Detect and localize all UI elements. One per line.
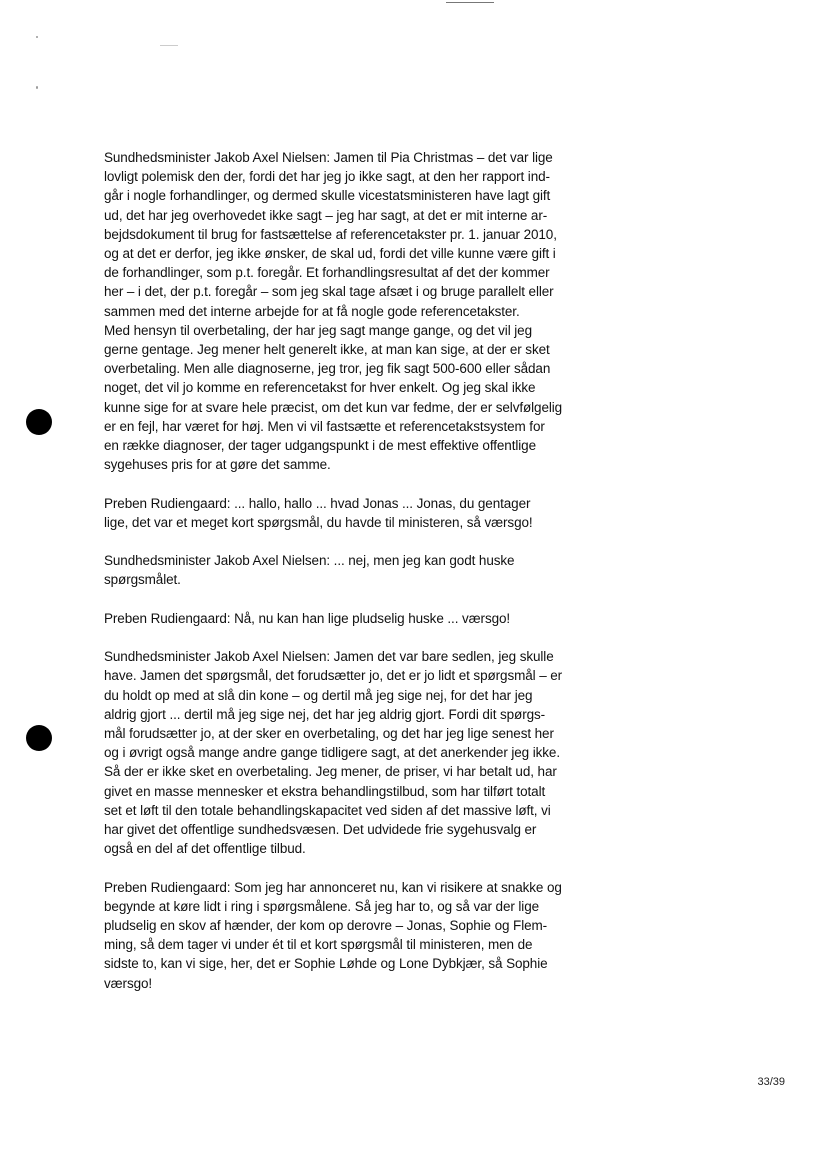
text-line: lige, det var et meget kort spørgsmål, du havde til ministeren, så værsgo! bbox=[104, 514, 533, 530]
paragraph bbox=[104, 647, 594, 858]
transcript-body bbox=[104, 148, 594, 1012]
text-line: have. Jamen det spørgsmål, det forudsætter jo, det er jo lidt et spørgsmål – er bbox=[104, 668, 563, 684]
text-line: også en del af det offentlige tilbud. bbox=[104, 841, 306, 857]
top-rule bbox=[446, 2, 494, 3]
text-line: Med hensyn til overbetaling, der har jeg sagt mange gange, og det vil jeg bbox=[104, 322, 532, 338]
text-line: lovligt polemisk den der, fordi det har jeg jo ikke sagt, at den her rapport ind- bbox=[104, 169, 550, 185]
punch-hole-top bbox=[26, 409, 52, 435]
paragraph bbox=[104, 148, 594, 474]
text-line: Så der er ikke sket en overbetaling. Jeg mener, de priser, vi har betalt ud, har bbox=[104, 764, 557, 780]
text-line: du holdt op med at slå din kone – og dertil må jeg sige nej, for det har jeg bbox=[104, 687, 533, 703]
text-line: noget, det vil jo komme en referencetakst for hver enkelt. Og jeg skal ikke bbox=[104, 380, 536, 396]
text-line: gerne gentage. Jeg mener helt generelt ikke, at man kan sige, at der er sket bbox=[104, 342, 550, 358]
text-line: bejdsdokument til brug for fastsættelse af referencetakster pr. 1. januar 2010, bbox=[104, 226, 557, 242]
text-line: de forhandlinger, som p.t. foregår. Et forhandlingsresultat af det der kommer bbox=[104, 265, 550, 281]
text-line: begynde at køre lidt i ring i spørgsmålene. Så jeg har to, og så var der lige bbox=[104, 898, 540, 914]
scan-speck bbox=[36, 36, 38, 38]
text-line: Preben Rudiengaard: Nå, nu kan han lige pludselig huske ... værsgo! bbox=[104, 610, 511, 626]
text-line: er en fejl, har været for høj. Men vi vil fastsætte et referencetakstsystem for bbox=[104, 418, 545, 434]
text-line: og i øvrigt også mange andre gange tidligere sagt, at det anerkender jeg ikke. bbox=[104, 745, 560, 761]
text-line: sygehuses pris for at gøre det samme. bbox=[104, 457, 331, 473]
text-line: overbetaling. Men alle diagnoserne, jeg tror, jeg fik sagt 500-600 eller sådan bbox=[104, 361, 551, 377]
text-line: Sundhedsminister Jakob Axel Nielsen: ... nej, men jeg kan godt huske bbox=[104, 553, 515, 569]
text-line: har givet det offentlige sundhedsvæsen. Det udvidede frie sygehusvalg er bbox=[104, 822, 537, 838]
text-line: aldrig gjort ... dertil må jeg sige nej, det har jeg aldrig gjort. Fordi dit spørgs- bbox=[104, 706, 546, 722]
text-line: ming, så dem tager vi under ét til et kort spørgsmål til ministeren, men de bbox=[104, 937, 533, 953]
text-line: går i nogle forhandlinger, og dermed skulle vicestatsministeren have lagt gift bbox=[104, 188, 551, 204]
text-line: Sundhedsminister Jakob Axel Nielsen: Jamen det var bare sedlen, jeg skulle bbox=[104, 649, 554, 665]
text-line: pludselig en skov af hænder, der kom op derovre – Jonas, Sophie og Flem- bbox=[104, 918, 548, 934]
text-line: mål forudsætter jo, at der sker en overbetaling, og det har jeg lige senest her bbox=[104, 726, 554, 742]
text-line: en række diagnoser, der tager udgangspunkt i de mest effektive offentlige bbox=[104, 438, 536, 454]
text-line: kunne sige for at svare hele præcist, om det kun var fedme, der er selvfølgelig bbox=[104, 399, 563, 415]
paragraph bbox=[104, 878, 594, 993]
paragraph bbox=[104, 551, 594, 589]
text-line: givet en masse mennesker et ekstra behandlingstilbud, som har tilført totalt bbox=[104, 783, 546, 799]
page-number: 33/39 bbox=[757, 1076, 785, 1088]
text-line: sammen med det interne arbejde for at få nogle gode referencetakster. bbox=[104, 303, 520, 319]
text-line: Preben Rudiengaard: ... hallo, hallo ... hvad Jonas ... Jonas, du gentager bbox=[104, 495, 531, 511]
text-line: her – i det, der p.t. foregår – som jeg skal tage afsæt i og bruge parallelt eller bbox=[104, 284, 554, 300]
text-line: set et løft til den totale behandlingskapacitet ved siden af det massive løft, vi bbox=[104, 802, 551, 818]
text-line: Sundhedsminister Jakob Axel Nielsen: Jamen til Pia Christmas – det var lige bbox=[104, 150, 553, 165]
paragraph bbox=[104, 494, 594, 532]
text-line: ud, det har jeg overhovedet ikke sagt – jeg har sagt, at det er mit interne ar- bbox=[104, 207, 548, 223]
text-line: Preben Rudiengaard: Som jeg har annonceret nu, kan vi risikere at snakke og bbox=[104, 879, 562, 895]
text-line: og at det er derfor, jeg ikke ønsker, de skal ud, fordi det ville kunne være gift i bbox=[104, 246, 556, 262]
scan-speck bbox=[160, 45, 178, 46]
text-line: værsgo! bbox=[104, 975, 153, 991]
punch-hole-bottom bbox=[26, 725, 52, 751]
scan-speck bbox=[36, 86, 38, 89]
paragraph bbox=[104, 609, 594, 628]
text-line: sidste to, kan vi sige, her, det er Sophie Løhde og Lone Dybkjær, så Sophie bbox=[104, 956, 548, 972]
text-line: spørgsmålet. bbox=[104, 572, 181, 588]
